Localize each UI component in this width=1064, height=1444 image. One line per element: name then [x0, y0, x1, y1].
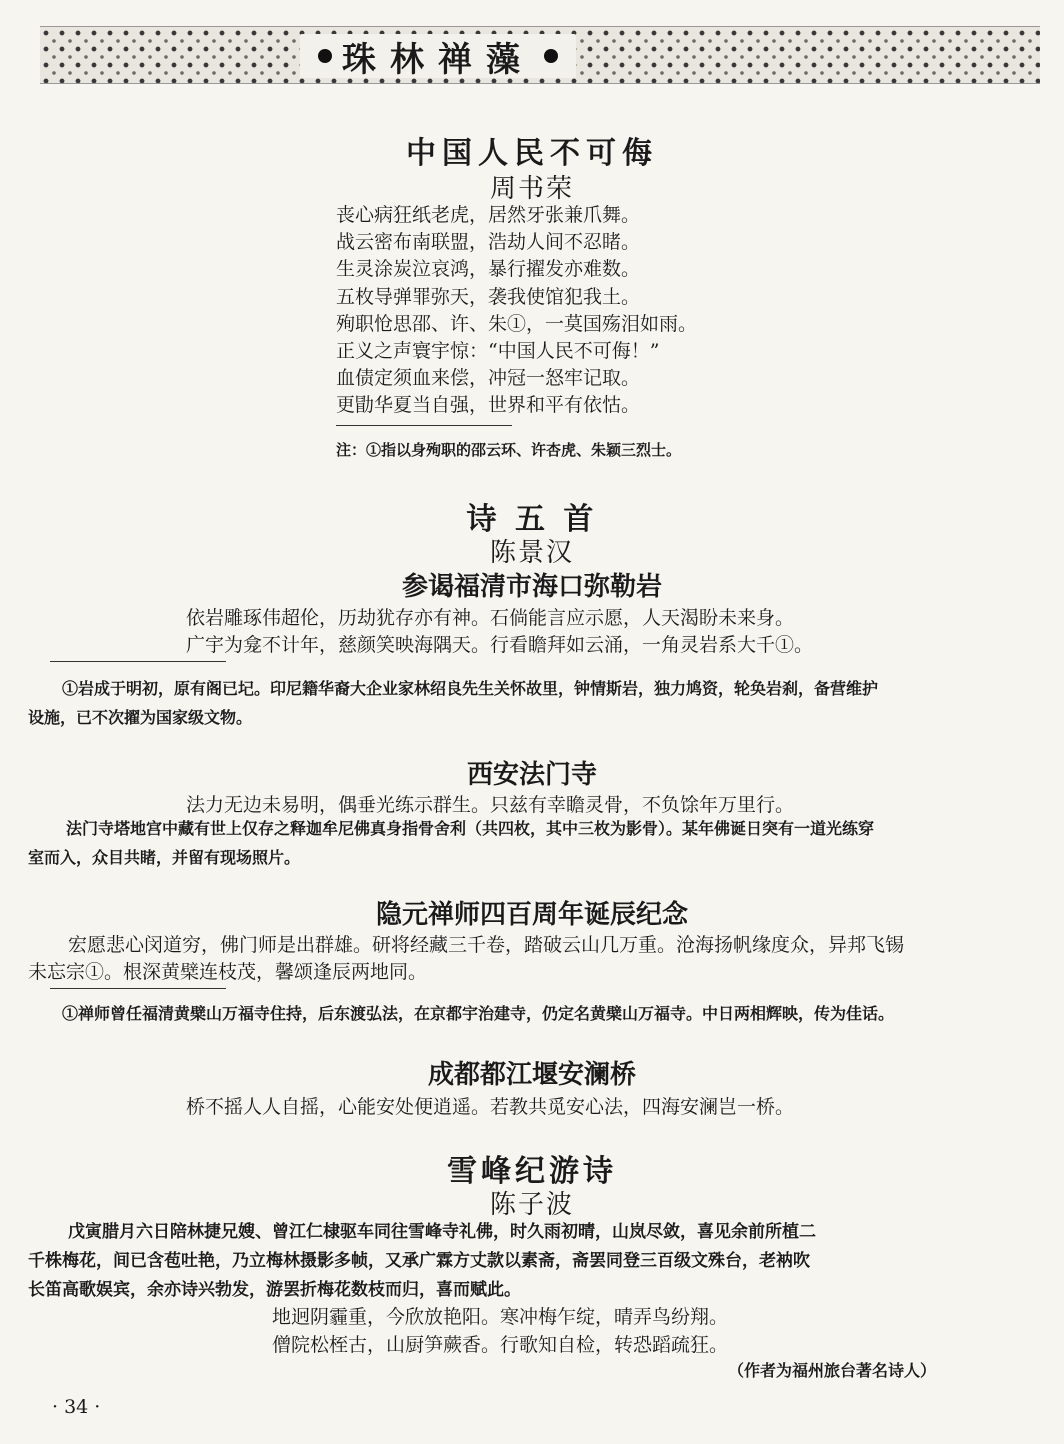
section-header-title: 珠林禅藻	[342, 39, 534, 80]
preface-line: 长笛高歌娱宾，余亦诗兴勃发，游罢折梅花数枝而归，喜而赋此。	[28, 1280, 521, 1300]
bullet-dot-icon	[318, 49, 332, 63]
poem-line: 广宇为龛不计年，慈颜笑映海隅天。行看瞻拜如云涌，一角灵岩系大千①。	[186, 634, 814, 656]
poem-line: 僧院松桎古，山厨笋蕨香。行歌知自检，转恐蹈疏狂。	[272, 1334, 729, 1356]
poem-title: 隐元禅师四百周年诞辰纪念	[375, 900, 688, 930]
poem-title: 西安法门寺	[466, 760, 597, 790]
footnote-divider	[336, 425, 512, 426]
poem-body	[336, 202, 697, 420]
footnote	[28, 814, 1038, 872]
poem-line: 五枚导弹罪弥天，袭我使馆犯我土。	[336, 285, 641, 308]
poem-title: 成都都江堰安澜桥	[427, 1060, 636, 1090]
poem-line: 地迥阴霾重，今欣放艳阳。寒冲梅乍绽，晴弄鸟纷翔。	[272, 1306, 729, 1328]
poem-line: 宏愿悲心闵道穷，佛门师是出群雄。研将经藏三千卷，踏破云山几万重。沧海扬帆缘度众，异邦飞锡	[68, 934, 905, 956]
author-byline: （作者为福州旅台著名诗人）	[728, 1361, 937, 1380]
preface-line: 千株梅花，间已含苞吐艳，乃立梅林摄影多帧，又承广霖方丈款以素斋，斋罢同登三百级文殊台，老衲吹	[28, 1251, 810, 1271]
poem-line: 未忘宗①。根深黄檗连枝茂，馨颂逢辰两地同。	[28, 961, 428, 983]
footnote: ①禅师曾任福清黄檗山万福寺住持，后东渡弘法，在京都宇治建寺，仍定名黄檗山万福寺。中日两相辉映，传为佳话。	[62, 1004, 895, 1023]
section-title: 雪峰纪游诗	[447, 1154, 617, 1189]
preface-line: 戊寅腊月六日陪林捷兄嫂、曾江仁棣驱车同往雪峰寺礼佛，时久雨初晴，山岚尽敛，喜见余前所植二	[68, 1222, 816, 1242]
bullet-dot-icon	[544, 49, 558, 63]
footnote-line: ①岩成于明初，原有阁已圮。印尼籍华裔大企业家林绍良先生关怀故里，钟情斯岩，独力鸠资，轮奂岩刹，备营维护	[62, 679, 879, 698]
section-author: 陈景汉	[489, 538, 574, 568]
section-header	[300, 34, 576, 78]
poem-line: 战云密布南联盟，浩劫人间不忍睹。	[336, 231, 641, 254]
poem-line: 更勖华夏当自强，世界和平有依怙。	[336, 394, 641, 417]
footnote-line: 室而入，众目共睹，并留有现场照片。	[28, 848, 301, 867]
section-author: 陈子波	[489, 1190, 574, 1220]
poem-author: 周书荣	[489, 174, 574, 204]
poem-line: 殉职怆思邵、许、朱①，一莫国殇泪如雨。	[336, 312, 698, 335]
footnote-line: 设施，已不次擢为国家级文物。	[28, 708, 253, 727]
footnote: 注：①指以身殉职的邵云环、许杏虎、朱颖三烈士。	[336, 441, 682, 459]
poem-line: 血债定须血来偿，冲冠一怒牢记取。	[336, 367, 641, 390]
footnote-divider	[50, 988, 226, 989]
poem-title: 中国人民不可侮	[406, 136, 658, 171]
section-title: 诗 五 首	[466, 502, 598, 537]
poem-line: 丧心病狂纸老虎，居然牙张兼爪舞。	[336, 204, 641, 226]
poem-line: 生灵涂炭泣哀鸿，暴行擢发亦难数。	[336, 258, 641, 281]
footnote	[28, 674, 1038, 732]
poem-line: 依岩雕琢伟超伦，历劫犹存亦有神。石倘能言应示愿，人天渴盼未来身。	[186, 607, 795, 629]
poem-line: 法力无边未易明，偶垂光练示群生。只兹有幸瞻灵骨，不负馀年万里行。	[186, 794, 795, 816]
poem-line: 桥不摇人人自摇，心能安处便逍遥。若教共觅安心法，四海安澜岂一桥。	[186, 1096, 795, 1118]
poem-line: 正义之声寰宇惊：“中国人民不可侮！”	[336, 340, 660, 363]
footnote-divider	[50, 661, 226, 662]
preface	[28, 1218, 1038, 1305]
poem-title: 参谒福清市海口弥勒岩	[401, 572, 662, 602]
page-number: · 34 ·	[52, 1396, 101, 1418]
footnote-line: 法门寺塔地宫中藏有世上仅存之释迦牟尼佛真身指骨舍利（共四枚，其中三枚为影骨）。某年佛诞日突有一道光练穿	[66, 819, 875, 838]
